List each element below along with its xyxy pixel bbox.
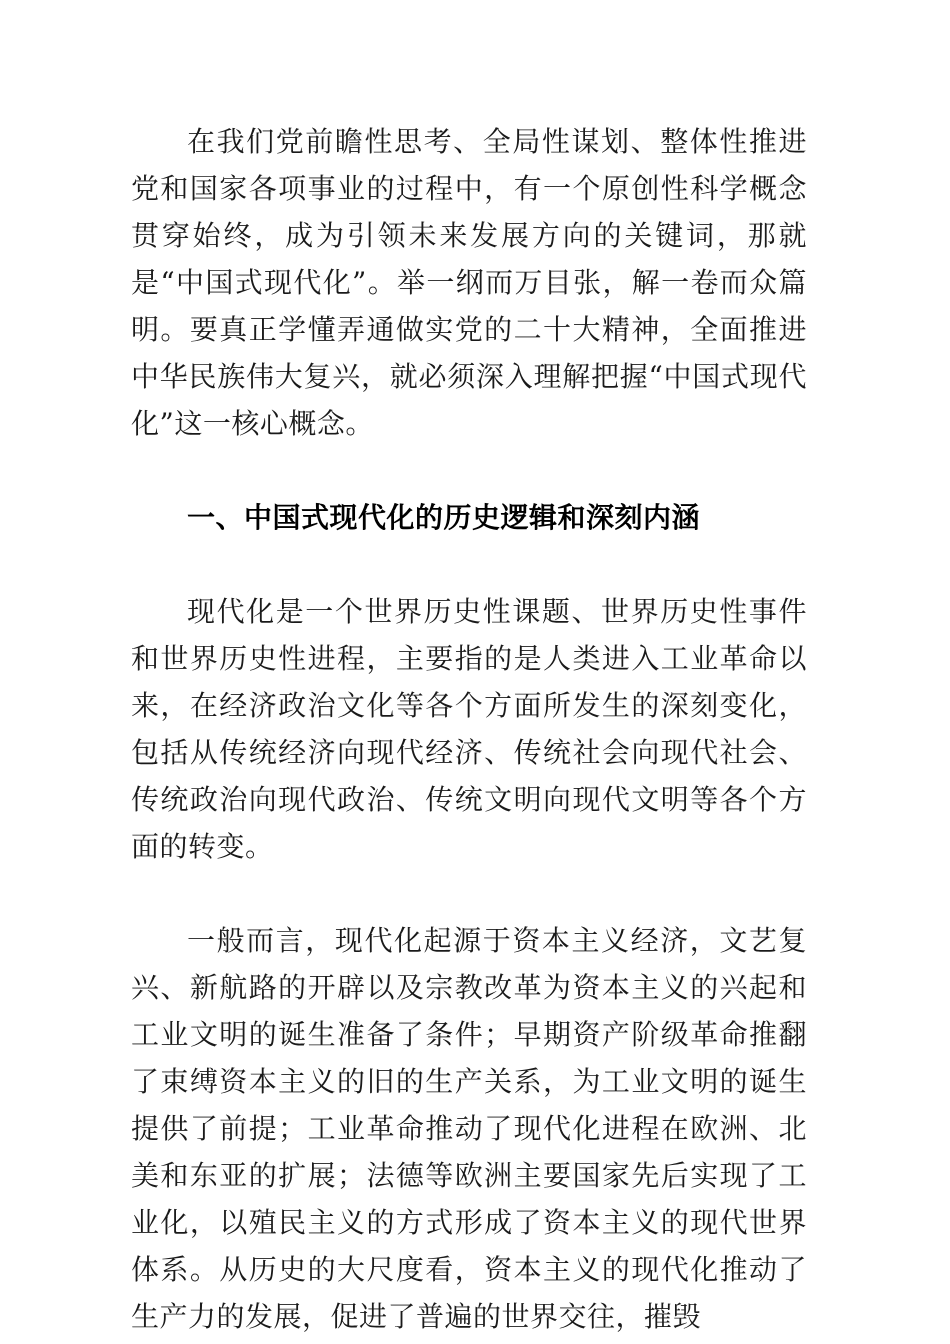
paragraph-capitalist-origins: 一般而言，现代化起源于资本主义经济，文艺复兴、新航路的开辟以及宗教改革为资本主义的兴起和工业文明的诞生准备了条件；早期资产阶级革命推翻了束缚资本主义的旧的生产关系，为工业文明的诞生提供了前提；工业革命推动了现代化进程在欧洲、北美和东亚的扩展；法德等欧洲主要国家先后实现了工业化，以殖民主义的方式形成了资本主义的现代世界体系。从历史的大尺度看，资本主义的现代化推动了生产力的发展，促进了普遍的世界交往，摧毁 — [131, 924, 807, 1333]
paragraph-modernization-definition: 现代化是一个世界历史性课题、世界历史性事件和世界历史性进程，主要指的是人类进入工业革命以来，在经济政治文化等各个方面所发生的深刻变化，包括从传统经济向现代经济、传统社会向现代社会、传统政治向现代政治、传统文明向现代文明等各个方面的转变。 — [131, 595, 807, 863]
paragraph-spacer — [131, 870, 807, 917]
document-body — [131, 118, 807, 1340]
paragraph-spacer — [131, 541, 807, 588]
heading-section-one: 一、中国式现代化的历史逻辑和深刻内涵 — [187, 501, 701, 534]
paragraph-intro: 在我们党前瞻性思考、全局性谋划、整体性推进党和国家各项事业的过程中，有一个原创性科学概念贯穿始终，成为引领未来发展方向的关键词，那就是“中国式现代化”。举一纲而万目张，解一卷而众篇明。要真正学懂弄通做实党的二十大精神，全面推进中华民族伟大复兴，就必须深入理解把握“中国式现代化”这一核心概念。 — [131, 125, 807, 440]
paragraph-spacer — [131, 447, 807, 494]
